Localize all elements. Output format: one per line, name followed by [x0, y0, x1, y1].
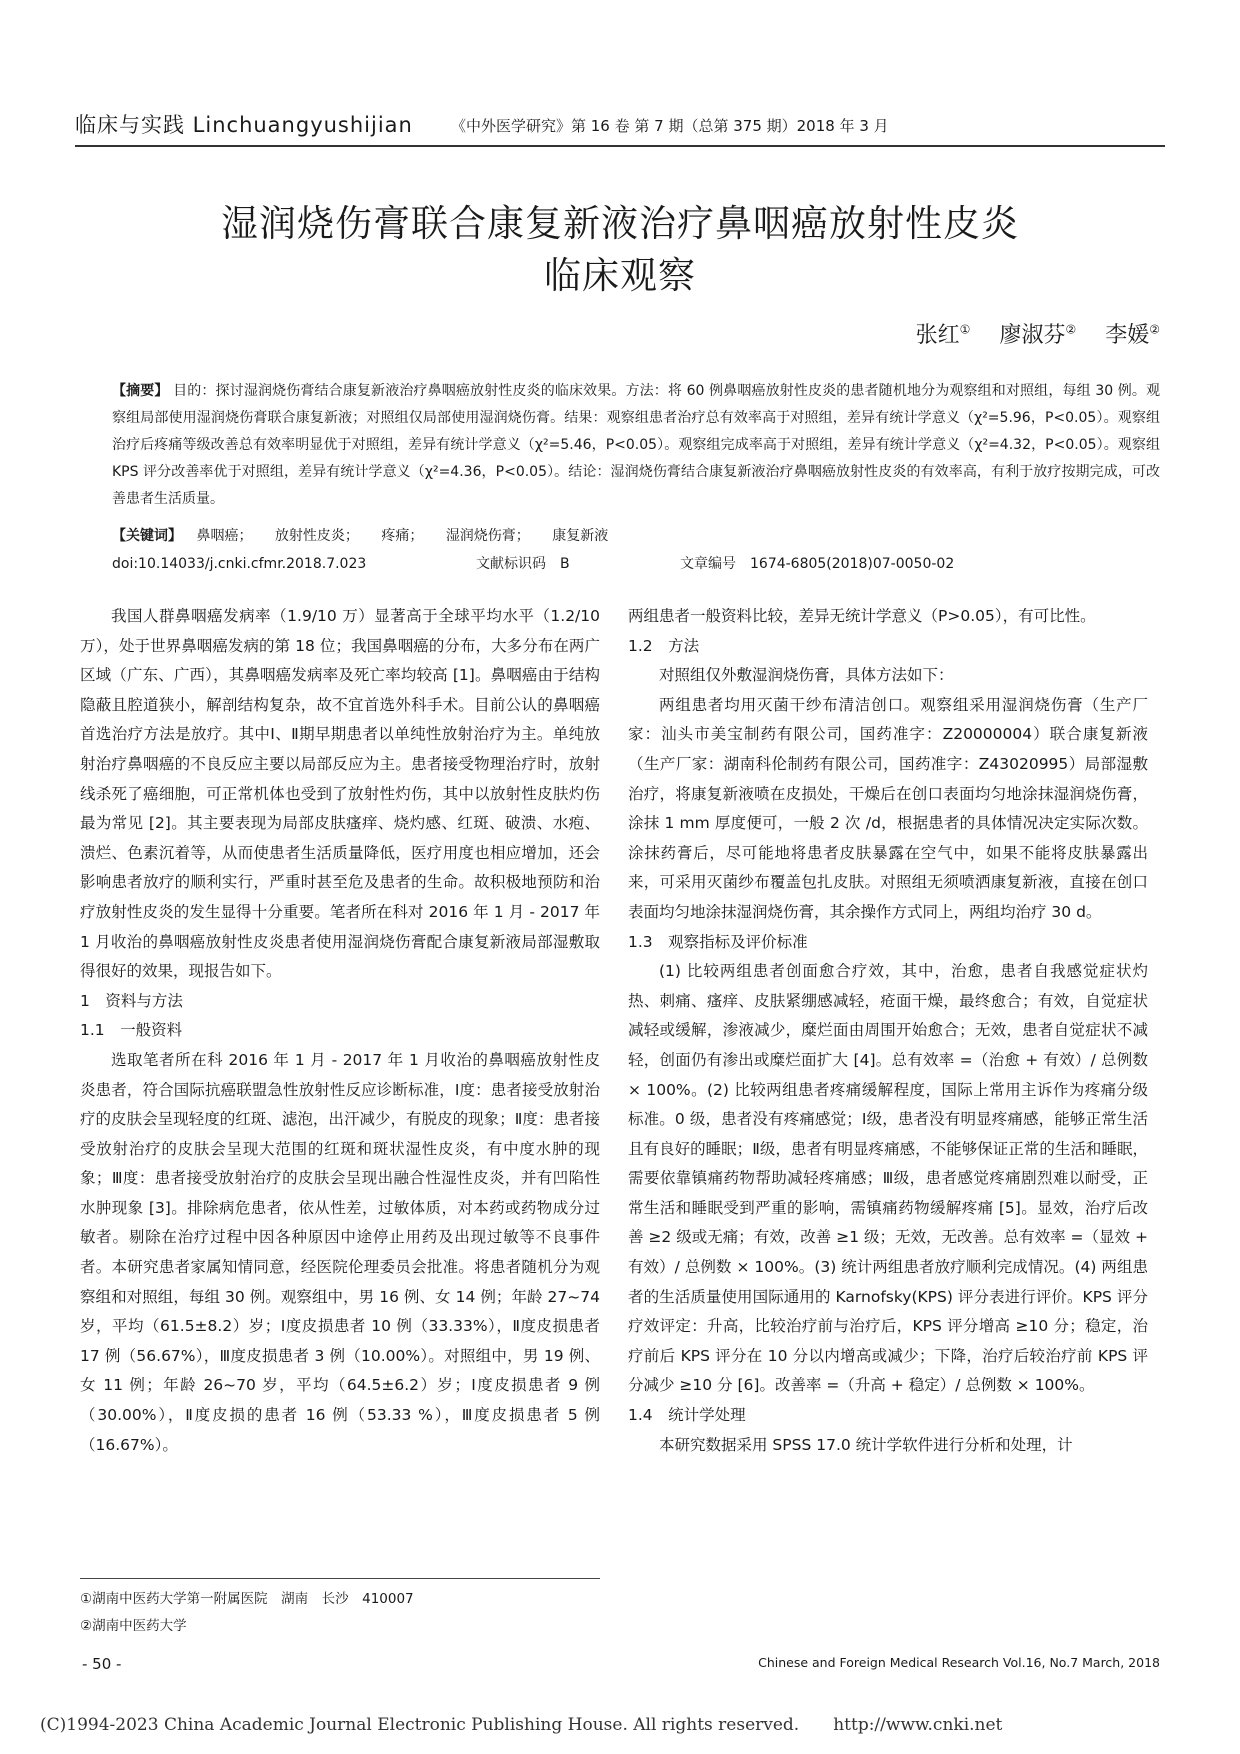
keyword: 康复新液: [552, 528, 609, 544]
subsection-heading: 1.1 一般资料: [80, 1021, 183, 1040]
footer-journal: Chinese and Foreign Medical Research Vol.16, No.7 March, 2018: [758, 1655, 1160, 1670]
section-heading: 1 资料与方法: [80, 991, 183, 1010]
title-line-2: 临床观察: [544, 254, 696, 297]
keywords: [112, 523, 1160, 550]
footnote-rule: [80, 1578, 600, 1579]
subsection-heading: 1.2 方法: [628, 636, 700, 655]
page-number: - 50 -: [82, 1655, 122, 1673]
header-rule: [75, 145, 1165, 147]
abstract-text: 目的：探讨湿润烧伤膏结合康复新液治疗鼻咽癌放射性皮炎的临床效果。方法：将 60 例鼻咽癌放射性皮炎的患者随机地分为观察组和对照组，每组 30 例。观察组局部使用湿润烧伤膏联合康复新液；对照组仅局部使用湿润烧伤膏。结果：观察组患者治疗总有效率高于对照组，差异有统计学意义（χ²=5.96，P<0.05）。观察组治疗后疼痛等级改善总有效率明显优于对照组，差异有统计学意义（χ²=5.46，P<0.05）。观察组完成率高于对照组，差异有统计学意义（χ²=4.32，P<0.05）。观察组 KPS 评分改善率优于对照组，差异有统计学意义（χ²=4.36，P<0.05）。结论：湿润烧伤膏结合康复新液治疗鼻咽癌放射性皮炎的有效率高，有利于放疗按期完成，可改善患者生活质量。: [112, 383, 1160, 507]
paragraph: 两组患者均用灭菌干纱布清洁创口。观察组采用湿润烧伤膏（生产厂家：汕头市美宝制药有限公司，国药准字：Z20000004）联合康复新液（生产厂家：湖南科伦制药有限公司，国药准字：Z43020995）局部湿敷治疗，将康复新液喷在皮损处，干燥后在创口表面均匀地涂抹湿润烧伤膏，涂抹 1 mm 厚度便可，一般 2 次 /d，根据患者的具体情况决定实际次数。涂抹药膏后，尽可能地将患者皮肤暴露在空气中，如果不能将皮肤暴露出来，可采用灭菌纱布覆盖包扎皮肤。对照组无须喷洒康复新液，直接在创口表面均匀地涂抹湿润烧伤膏，其余操作方式同上，两组均治疗 30 d。: [628, 695, 1148, 921]
paragraph: 我国人群鼻咽癌发病率（1.9/10 万）显著高于全球平均水平（1.2/10 万），处于世界鼻咽癌发病的第 18 位；我国鼻咽癌的分布，大多分布在两广区域（广东、广西），其鼻咽癌发病率及死亡率均较高 [1]。鼻咽癌由于结构隐蔽且腔道狭小，解剖结构复杂，故不宜首选外科手术。目前公认的鼻咽癌首选治疗方法是放疗。其中Ⅰ、Ⅱ期早期患者以单纯性放射治疗为主。单纯放射治疗鼻咽癌的不良反应主要以局部反应为主。患者接受物理治疗时，放射线杀死了癌细胞，可正常机体也受到了放射性灼伤，其中以放射性皮肤灼伤最为常见 [2]。其主要表现为局部皮肤瘙痒、烧灼感、红斑、破溃、水疱、溃烂、色素沉着等，从而使患者生活质量降低，医疗用度也相应增加，还会影响患者放疗的顺利实行，严重时甚至危及患者的生命。故积极地预防和治疗放射性皮炎的发生显得十分重要。笔者所在科对 2016 年 1 月 - 2017 年 1 月收治的鼻咽癌放射性皮炎患者使用湿润烧伤膏配合康复新液局部湿敷取得很好的效果，现报告如下。: [80, 607, 600, 981]
doi[interactable]: doi:10.14033/j.cnki.cfmr.2018.7.023: [112, 556, 367, 572]
article-title: [80, 198, 1160, 302]
keyword: 鼻咽癌；: [196, 528, 253, 544]
paragraph: 两组患者一般资料比较，差异无统计学意义（P>0.05），有可比性。: [628, 607, 1096, 625]
keyword: 湿润烧伤膏；: [445, 528, 530, 544]
column-name: 临床与实践 Linchuangyushijian: [75, 113, 413, 137]
journal-issue-info: 《中外医学研究》第 16 卷 第 7 期（总第 375 期）2018 年 3 月: [451, 117, 889, 135]
author: 廖淑芬②: [999, 322, 1077, 348]
document-code: 文献标识码 B: [476, 556, 570, 572]
paragraph: 对照组仅外敷湿润烧伤膏，具体方法如下：: [659, 666, 954, 685]
abstract-label: 【摘要】: [112, 383, 169, 399]
footnotes: [80, 1586, 600, 1640]
paragraph: 本研究数据采用 SPSS 17.0 统计学软件进行分析和处理，计: [659, 1435, 1073, 1454]
footnote: ①湖南中医药大学第一附属医院 湖南 长沙 410007: [80, 1591, 414, 1607]
subsection-heading: 1.4 统计学处理: [628, 1406, 746, 1425]
author: 李媛②: [1105, 322, 1160, 348]
keywords-label: 【关键词】: [112, 528, 182, 544]
copyright-notice: (C)1994-2023 China Academic Journal Electronic Publishing House. All rights reserved. http://www.cnki.net: [40, 1715, 1003, 1735]
footnote: ②湖南中医药大学: [80, 1618, 187, 1634]
title-line-1: 湿润烧伤膏联合康复新液治疗鼻咽癌放射性皮炎: [221, 202, 1019, 245]
body-column-right: [628, 602, 1148, 1460]
abstract: [112, 378, 1160, 513]
keyword: 放射性皮炎；: [274, 528, 359, 544]
body-column-left: [80, 602, 600, 1460]
author-list: [700, 318, 1160, 349]
author: 张红①: [915, 322, 971, 348]
article-identifiers: [112, 551, 1160, 578]
running-header: [75, 103, 1165, 143]
subsection-heading: 1.3 观察指标及评价标准: [628, 932, 808, 951]
article-number: 文章编号 1674-6805(2018)07-0050-02: [680, 556, 955, 572]
paragraph: (1) 比较两组患者创面愈合疗效，其中，治愈，患者自我感觉症状灼热、刺痛、瘙痒、皮肤紧绷感减轻，疮面干燥，最终愈合；有效，自觉症状减轻或缓解，渗液减少，糜烂面由周围开始愈合；无效，患者自觉症状不减轻，创面仍有渗出或糜烂面扩大 [4]。总有效率 =（治愈 + 有效）/ 总例数 × 100%。(2) 比较两组患者疼痛缓解程度，国际上常用主诉作为疼痛分级标准。0 级，患者没有疼痛感觉；Ⅰ级，患者没有明显疼痛感，能够正常生活且有良好的睡眠；Ⅱ级，患者有明显疼痛感，不能够保证正常的生活和睡眠，需要依靠镇痛药物帮助减轻疼痛感；Ⅲ级，患者感觉疼痛剧烈难以耐受，正常生活和睡眠受到严重的影响，需镇痛药物缓解疼痛 [5]。显效，治疗后改善 ≥2 级或无痛；有效，改善 ≥1 级；无效，无改善。总有效率 =（显效 + 有效）/ 总例数 × 100%。(3) 统计两组患者放疗顺利完成情况。(4) 两组患者的生活质量使用国际通用的 Karnofsky(KPS) 评分表进行评价。KPS 评分疗效评定：升高，比较治疗前与治疗后，KPS 评分增高 ≥10 分；稳定，治疗前后 KPS 评分在 10 分以内增高或减少；下降，治疗后较治疗前 KPS 评分减少 ≥10 分 [6]。改善率 =（升高 + 稳定）/ 总例数 × 100%。: [628, 962, 1148, 1395]
keyword: 疼痛；: [381, 528, 424, 544]
paragraph: 选取笔者所在科 2016 年 1 月 - 2017 年 1 月收治的鼻咽癌放射性皮炎患者，符合国际抗癌联盟急性放射性反应诊断标准，Ⅰ度：患者接受放射治疗的皮肤会呈现轻度的红斑、滤泡，出汗减少，有脱皮的现象；Ⅱ度：患者接受放射治疗的皮肤会呈现大范围的红斑和斑状湿性皮炎，有中度水肿的现象；Ⅲ度：患者接受放射治疗的皮肤会呈现出融合性湿性皮炎，并有凹陷性水肿现象 [3]。排除病危患者，依从性差，过敏体质，对本药或药物成分过敏者。剔除在治疗过程中因各种原因中途停止用药及出现过敏等不良事件者。本研究患者家属知情同意，经医院伦理委员会批准。将患者随机分为观察组和对照组，每组 30 例。观察组中，男 16 例、女 14 例；年龄 27~74 岁，平均（61.5±8.2）岁；Ⅰ度皮损患者 10 例（33.33%），Ⅱ度皮损患者 17 例（56.67%），Ⅲ度皮损患者 3 例（10.00%）。对照组中，男 19 例、女 11 例；年龄 26~70 岁，平均（64.5±6.2）岁；Ⅰ度皮损患者 9 例（30.00%），Ⅱ度皮损的患者 16 例（53.33 %），Ⅲ度皮损患者 5 例（16.67%）。: [80, 1050, 600, 1454]
